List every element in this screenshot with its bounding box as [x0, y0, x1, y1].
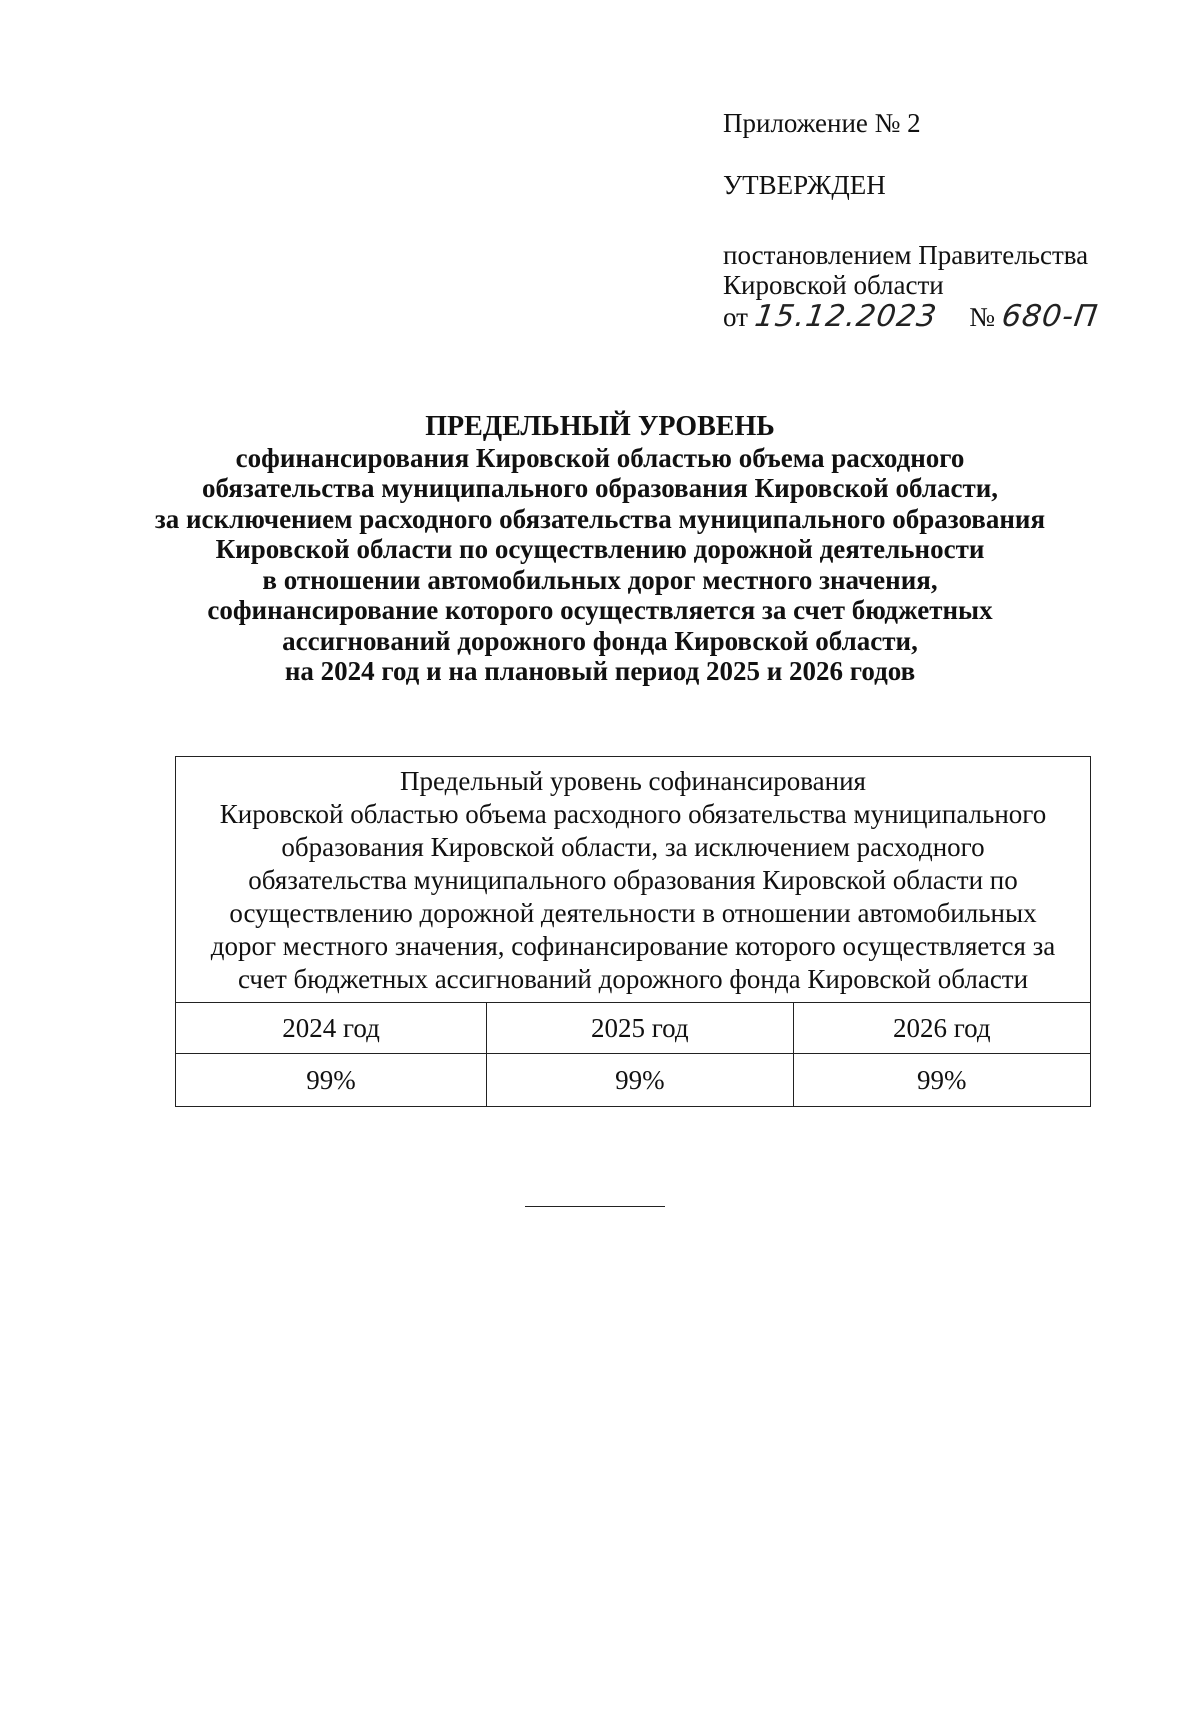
year-cell-2026: 2026 год [793, 1003, 1090, 1054]
table-header-line: обязательства муниципального образования Кировской области по [248, 865, 1018, 895]
heading-line: в отношении автомобильных дорог местного значения, [262, 564, 938, 595]
document-heading [0, 412, 1200, 687]
date-prefix: от [723, 302, 748, 332]
table-header-line: дорог местного значения, софинансирование которого осуществляется за [210, 931, 1056, 961]
table-header-row [176, 757, 1091, 1003]
table-row-values [176, 1054, 1091, 1107]
year-cell-2025: 2025 год [487, 1003, 794, 1054]
value-cell-2026: 99% [793, 1054, 1090, 1107]
heading-line: за исключением расходного обязательства муниципального образования [154, 503, 1046, 534]
table-header-line: осуществлению дорожной деятельности в отношении автомобильных [229, 898, 1037, 928]
approval-block [723, 108, 1143, 332]
value-cell-2024: 99% [176, 1054, 487, 1107]
end-divider [525, 1206, 665, 1207]
table-row-years [176, 1003, 1091, 1054]
number-prefix: № [969, 302, 995, 332]
heading-line: ассигнований дорожного фонда Кировской области, [282, 625, 918, 656]
heading-title: ПРЕДЕЛЬНЫЙ УРОВЕНЬ [425, 411, 775, 442]
handwritten-date: 15.12.2023 [752, 299, 940, 334]
heading-line: Кировской области по осуществлению дорожной деятельности [215, 534, 985, 564]
table-header-line: счет бюджетных ассигнований дорожного фонда Кировской области [237, 964, 1029, 994]
resolution-line-1: постановлением Правительства [723, 240, 1089, 270]
approved-label: УТВЕРЖДЕН [723, 170, 886, 200]
cofinancing-level-table [175, 756, 1091, 1107]
table-header-cell [176, 757, 1091, 1003]
table-header-line: образования Кировской области, за исключением расходного [281, 832, 985, 862]
table-header-line: Предельный уровень софинансирования [400, 766, 866, 796]
resolution-date-number [723, 299, 1143, 334]
handwritten-number: 680-П [999, 299, 1100, 334]
table-header-line: Кировской областью объема расходного обязательства муниципального [219, 799, 1047, 829]
resolution-line-2: Кировской области [723, 270, 944, 300]
appendix-label: Приложение № 2 [723, 108, 921, 138]
year-cell-2024: 2024 год [176, 1003, 487, 1054]
heading-line: софинансирования Кировской областью объема расходного [235, 442, 965, 473]
value-cell-2025: 99% [487, 1054, 794, 1107]
heading-line: обязательства муниципального образования Кировской области, [201, 473, 999, 503]
heading-line: на 2024 год и на плановый период 2025 и 2026 годов [284, 656, 916, 686]
heading-line: софинансирование которого осуществляется за счет бюджетных [207, 595, 993, 625]
